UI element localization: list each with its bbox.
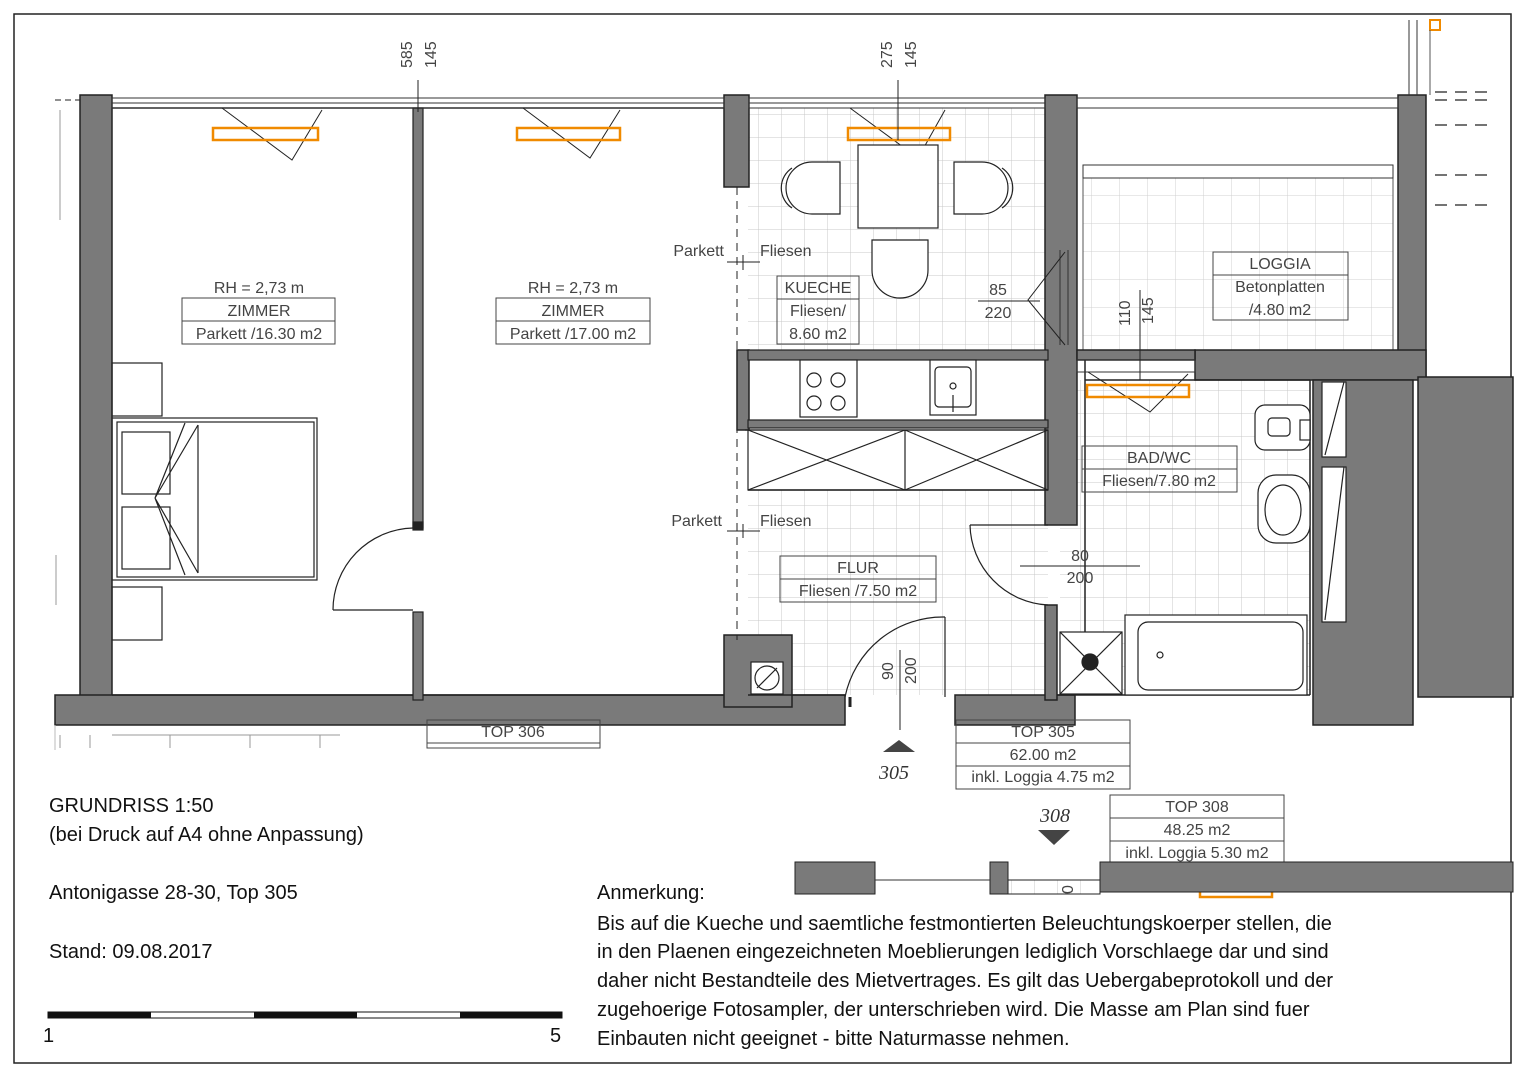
bad-name: BAD/WC [1127, 450, 1191, 467]
floor-change-2-right: Fliesen [760, 513, 812, 530]
dim-top-left-a: 585 [399, 41, 416, 68]
zimmer1-height: RH = 2,73 m [213, 280, 305, 297]
dim-kitchen-door-b: 220 [984, 305, 1012, 322]
zimmer1-name: ZIMMER [227, 303, 291, 320]
zimmer1-area: Parkett /16.30 m2 [195, 326, 323, 343]
note-line: Bis auf die Kueche und saemtliche festmontierten Beleuchtungskoerper stellen, die [597, 913, 1332, 935]
scale-start: 1 [43, 1025, 55, 1047]
top305-loggia: inkl. Loggia 4.75 m2 [971, 769, 1115, 786]
bad-area: Fliesen/7.80 m2 [1102, 473, 1216, 490]
dim-kitchen-door-a: 85 [989, 282, 1007, 299]
loggia-floor: Betonplatten [1235, 279, 1325, 296]
note-line: daher nicht Bestandteile des Mietvertrages. Es gilt das Uebergabeprotokoll und der [597, 970, 1333, 992]
neighbor-marker-label: 308 [1040, 805, 1070, 827]
dim-entry-door-b: 200 [903, 657, 920, 684]
entry-marker-label: 305 [879, 762, 909, 784]
side-dashes [1435, 92, 1490, 205]
dim-bath-door-b: 200 [1066, 570, 1094, 587]
dim-top-right-b: 145 [903, 41, 920, 68]
top305-name: TOP 305 [1011, 724, 1075, 741]
shaft [751, 662, 783, 694]
floor-change-1-left: Parkett [673, 243, 724, 260]
bedroom-furniture [112, 363, 317, 640]
flur-area: Fliesen /7.50 m2 [798, 583, 918, 600]
neighbor-dim: 0 [1060, 885, 1077, 894]
top308-area: 48.25 m2 [1163, 822, 1231, 839]
dim-bath-door-a: 80 [1071, 548, 1089, 565]
dim-loggia-door-b: 145 [1140, 297, 1157, 324]
dim-top-left-b: 145 [423, 41, 440, 68]
date: Stand: 09.08.2017 [49, 941, 213, 963]
top306-area: 95.10 m2 [479, 748, 547, 765]
floor-change-1-right: Fliesen [760, 243, 812, 260]
entry-marker-305 [883, 740, 915, 752]
address: Antonigasse 28-30, Top 305 [49, 882, 298, 904]
title-line2: (bei Druck auf A4 ohne Anpassung) [49, 824, 364, 846]
scale-end: 5 [550, 1025, 562, 1047]
loggia-area: /4.80 m2 [1248, 302, 1312, 319]
kueche-floor: Fliesen/ [789, 303, 847, 320]
note-heading: Anmerkung: [597, 882, 705, 904]
kueche-area: 8.60 m2 [789, 326, 847, 343]
note-line: Einbauten nicht geeignet - bitte Naturmasse nehmen. [597, 1028, 1070, 1050]
note-line: in den Plaenen eingezeichneten Moeblierungen lediglich Vorschlaege dar und sind [597, 941, 1329, 963]
scale-bar [48, 1012, 562, 1018]
dim-entry-door-a: 90 [880, 662, 897, 680]
dim-loggia-door-a: 110 [1117, 300, 1134, 326]
zimmer2-name: ZIMMER [541, 303, 605, 320]
floor-change-2-left: Parkett [671, 513, 722, 530]
top308-name: TOP 308 [1165, 799, 1229, 816]
entry-marker-308 [1038, 830, 1070, 845]
top305-area: 62.00 m2 [1009, 747, 1077, 764]
kueche-name: KUECHE [784, 280, 852, 297]
loggia-name: LOGGIA [1249, 256, 1311, 273]
title-line1: GRUNDRISS 1:50 [49, 795, 214, 817]
zimmer2-area: Parkett /17.00 m2 [509, 326, 637, 343]
top306-name: TOP 306 [481, 724, 545, 741]
zimmer2-height: RH = 2,73 m [527, 280, 619, 297]
dim-top-right-a: 275 [879, 41, 896, 68]
flur-name: FLUR [837, 560, 879, 577]
note-line: zugehoerige Fotosampler, der unterschrieben wird. Die Masse am Plan sind fuer [597, 999, 1310, 1021]
top308-loggia: inkl. Loggia 5.30 m2 [1125, 845, 1269, 862]
